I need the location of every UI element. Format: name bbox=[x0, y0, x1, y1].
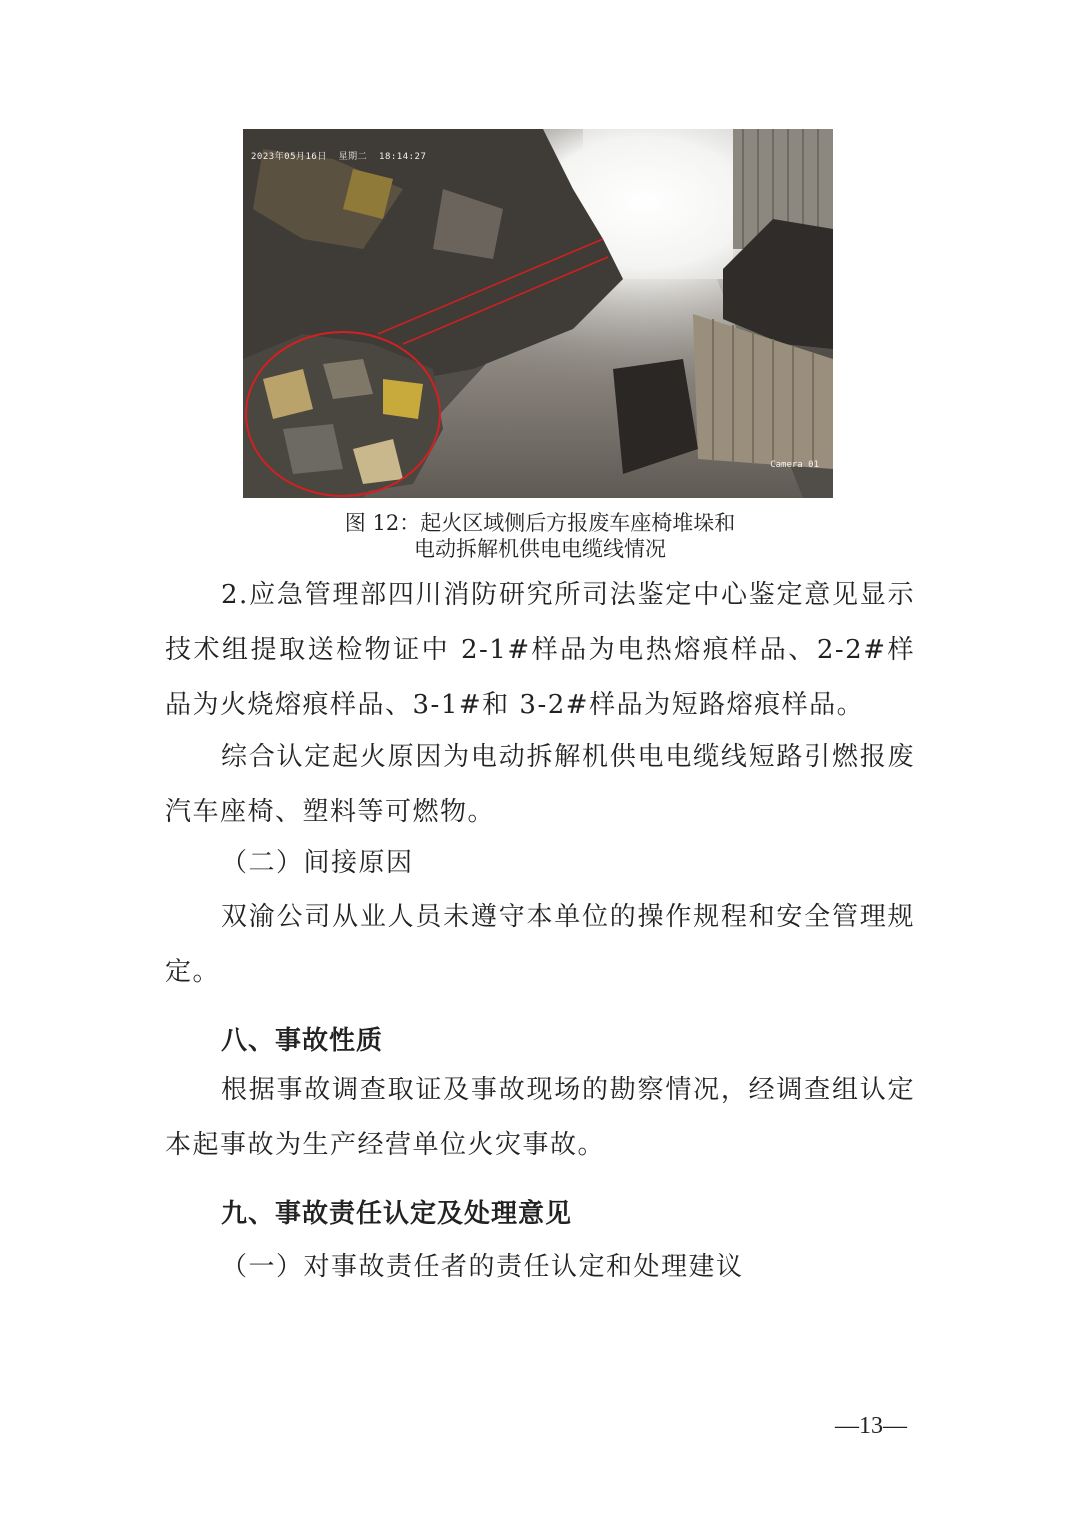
paragraph-indirect-cause: 双渝公司从业人员未遵守本单位的操作规程和安全管理规定。 bbox=[165, 902, 915, 987]
heading-responsibility: 九、事故责任认定及处理意见 bbox=[221, 1199, 573, 1229]
subheading-responsibility: （一）对事故责任者的责任认定和处理建议 bbox=[221, 1252, 744, 1282]
photo-timestamp: 2023年05月16日 星期二 18:14:27 bbox=[251, 152, 427, 162]
page-number: —13— bbox=[835, 1413, 907, 1439]
heading-accident-nature: 八、事故性质 bbox=[221, 1026, 384, 1056]
paragraph-forensic-result: 2.应急管理部四川消防研究所司法鉴定中心鉴定意见显示技术组提取送检物证中 2-1#样品为电热熔痕样品、2-2#样品为火烧熔痕样品、3-1#和 3-2#样品为短路熔痕样品。 bbox=[165, 580, 915, 720]
paragraph-fire-cause: 综合认定起火原因为电动拆解机供电电缆线短路引燃报废汽车座椅、塑料等可燃物。 bbox=[165, 742, 915, 827]
paragraph-accident-nature: 根据事故调查取证及事故现场的勘察情况，经调查组认定本起事故为生产经营单位火灾事故。 bbox=[165, 1075, 915, 1160]
scene-photo bbox=[243, 129, 833, 498]
figure-caption-line1: 图 12：起火区域侧后方报废车座椅堆垛和 bbox=[344, 511, 736, 535]
scene-photo-drawing bbox=[243, 129, 833, 498]
subheading-indirect-cause: （二）间接原因 bbox=[221, 848, 414, 878]
figure-caption-line2: 电动拆解机供电电缆线情况 bbox=[414, 537, 666, 561]
camera-label: Camera 01 bbox=[770, 460, 819, 470]
